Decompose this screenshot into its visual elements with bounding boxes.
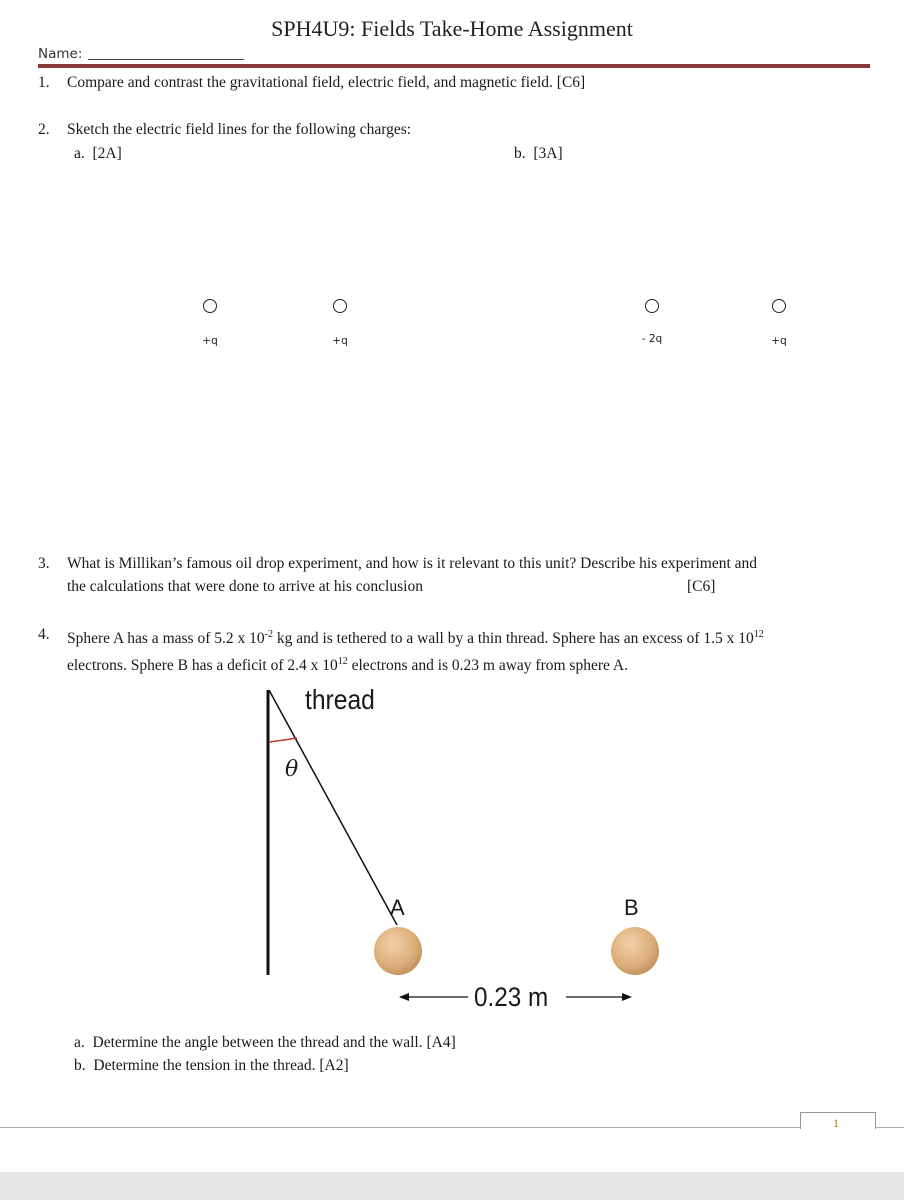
thread-line xyxy=(269,690,397,925)
assignment-title: SPH4U9: Fields Take-Home Assignment xyxy=(271,16,633,41)
question-4a-label: a. xyxy=(74,1034,85,1051)
footer-rule xyxy=(0,1127,904,1128)
page-number: 1 xyxy=(833,1116,839,1130)
question-2b-marks: [3A] xyxy=(533,145,563,162)
angle-arc xyxy=(269,738,297,742)
question-3-line-1: What is Millikan’s famous oil drop experiment, and how is it relevant to this unit? Describe his experiment and xyxy=(67,555,758,572)
question-4a xyxy=(74,1031,456,1054)
charge-b2-label: +q xyxy=(771,335,787,347)
question-1-number: 1. xyxy=(38,74,50,91)
question-4-number: 4. xyxy=(38,626,50,643)
name-label: Name: xyxy=(38,46,83,62)
question-4-line-2: electrons. Sphere B has a deficit of 2.4 x $10^{12}$ electrons and is 0.23 m away from sphere A. xyxy=(67,656,628,675)
charge-a1-label: +q xyxy=(202,335,218,347)
sphere-b-label: B xyxy=(624,895,639,920)
viewer-bottom-band xyxy=(0,1172,904,1200)
sphere-a xyxy=(374,927,422,975)
question-3-marks: [C6] xyxy=(687,578,716,595)
question-3-number: 3. xyxy=(38,555,50,572)
sphere-b xyxy=(611,927,659,975)
charge-b1-label: - 2q xyxy=(641,333,663,345)
question-2b-label: b. [3A] xyxy=(514,145,563,162)
charge-a2-label: +q xyxy=(332,335,348,347)
distance-arrow-right-head xyxy=(622,993,632,1001)
question-3-line-2: the calculations that were done to arrive at his conclusion xyxy=(67,578,423,595)
question-2-number: 2. xyxy=(38,121,50,138)
thread-label: thread xyxy=(305,684,375,715)
distance-label: 0.23 m xyxy=(474,982,549,1012)
question-1-text: Compare and contrast the gravitational field, electric field, and magnetic field. [C6] xyxy=(67,74,586,91)
question-4b xyxy=(74,1054,349,1077)
distance-arrow-left-head xyxy=(399,993,409,1001)
question-4a-text: Determine the angle between the thread and the wall. [A4] xyxy=(92,1034,456,1051)
question-4b-label: b. xyxy=(74,1057,86,1074)
sphere-a-label: A xyxy=(390,895,405,920)
question-4-line-1: Sphere A has a mass of 5.2 x $10^{-2}$ kg and is tethered to a wall by a thin thread. Sphere has an excess of 1.5 x $10^{12}$ xyxy=(67,629,764,648)
question-4b-text: Determine the tension in the thread. [A2] xyxy=(93,1057,349,1074)
question-2-text: Sketch the electric field lines for the following charges: xyxy=(67,121,412,138)
question-2a-label: a. [2A] xyxy=(74,145,122,162)
angle-theta-label: θ xyxy=(285,757,299,782)
question-2a-marks: [2A] xyxy=(92,145,122,162)
